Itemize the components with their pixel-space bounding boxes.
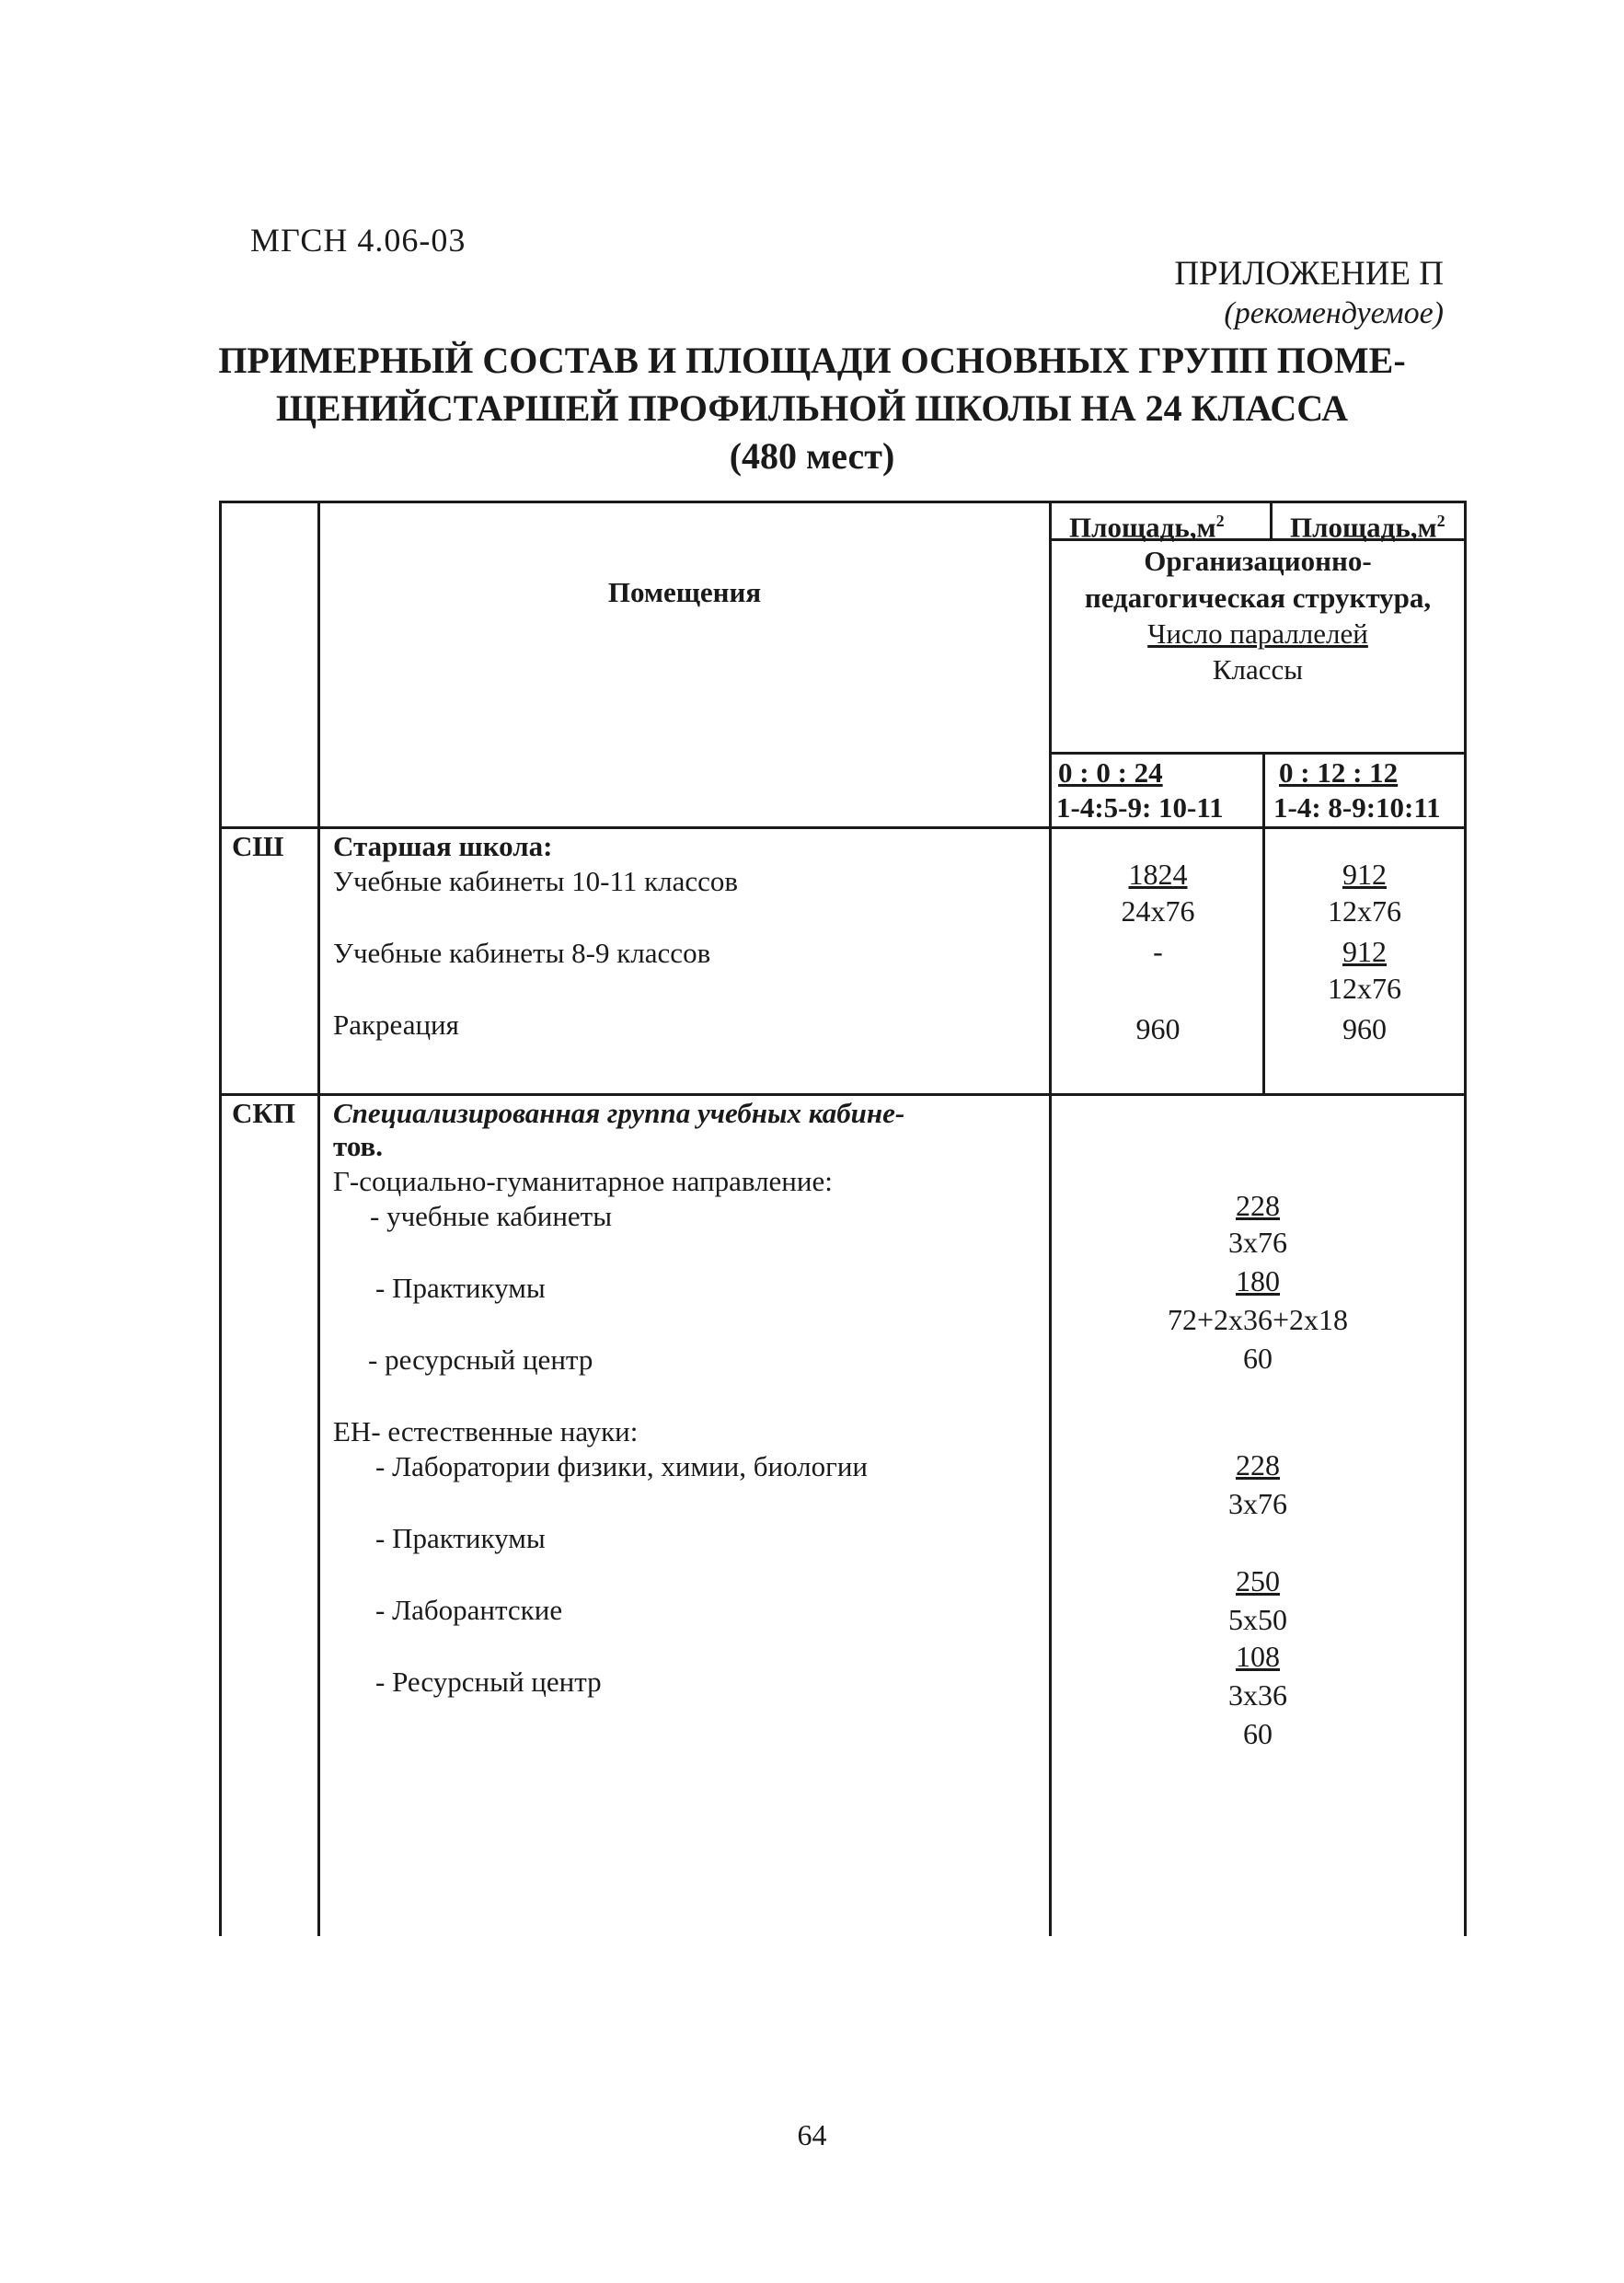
title-line-2: ЩЕНИЙСТАРШЕЙ ПРОФИЛЬНОЙ ШКОЛЫ НА 24 КЛАССА (275, 387, 1349, 429)
formula-science-lab-assistants: 3х36 (1228, 1678, 1287, 1712)
ratio-2-classes: 1-4: 8-9:10:11 (1273, 791, 1441, 824)
value-b-classrooms-8-9: 912 (1342, 935, 1387, 968)
org-structure-line-1: Организационно- (1144, 545, 1372, 577)
document-number: МГСН 4.06-03 (250, 222, 466, 259)
section-code-ssh: СШ (232, 830, 284, 862)
value-science-resource-center: 60 (1243, 1717, 1273, 1750)
row-humanities-resource-center: - ресурсный центр (368, 1343, 593, 1376)
value-science-lab-assistants: 108 (1236, 1640, 1280, 1673)
row-humanities-classrooms: - учебные кабинеты (370, 1200, 613, 1232)
formula-science-practicums: 5х50 (1228, 1603, 1287, 1636)
title-line-1: ПРИМЕРНЫЙ СОСТАВ И ПЛОЩАДИ ОСНОВНЫХ ГРУПП ПОМЕ- (218, 340, 1406, 381)
value-a-classrooms-10-11: 1824 (1128, 858, 1188, 891)
appendix-label: ПРИЛОЖЕНИЕ П (1174, 255, 1444, 293)
row-science-laboratories: - Лаборатории физики, химии, биологии (375, 1450, 869, 1482)
value-humanities-resource-center: 60 (1243, 1342, 1273, 1375)
column-header-area-2: $Площадь,м^2$ (1290, 511, 1445, 544)
section-heading-senior-school: Старшая школа: (333, 830, 553, 862)
value-b-recreation: 960 (1342, 1012, 1387, 1045)
ratio-1-parallels: 0 : 0 : 24 (1058, 756, 1163, 789)
page-title (184, 337, 1440, 480)
row-science-practicums: - Практикумы (375, 1522, 546, 1554)
value-a-classrooms-8-9: - (1153, 935, 1163, 968)
column-header-rooms: Помещения (607, 576, 762, 608)
formula-b-classrooms-10-11: 12х76 (1328, 894, 1401, 928)
row-classrooms-10-11: Учебные кабинеты 10-11 классов (333, 865, 739, 897)
org-structure-line-2: педагогическая структура, (1084, 582, 1432, 614)
value-humanities-practicums: 180 (1236, 1264, 1280, 1297)
formula-science-laboratories: 3х76 (1228, 1487, 1287, 1520)
row-classrooms-8-9: Учебные кабинеты 8-9 классов (333, 937, 711, 969)
ratio-2-parallels: 0 : 12 : 12 (1279, 756, 1399, 789)
row-humanities-practicums: - Практикумы (375, 1272, 546, 1304)
org-structure-line-3: Число параллелей (1147, 617, 1368, 650)
value-humanities-classrooms: 228 (1236, 1189, 1280, 1222)
row-science-lab-assistants: - Лаборантские (375, 1594, 563, 1626)
group-heading-natural-sciences: ЕН- естественные науки: (333, 1415, 639, 1447)
value-b-classrooms-10-11: 912 (1342, 858, 1387, 891)
formula-a-classrooms-10-11: 24х76 (1121, 894, 1195, 928)
formula-humanities-classrooms: 3х76 (1228, 1226, 1287, 1259)
formula-humanities-practicums: 72+2х36+2х18 (1167, 1303, 1349, 1336)
value-science-laboratories: 228 (1236, 1448, 1280, 1482)
row-science-resource-center: - Ресурсный центр (375, 1666, 602, 1698)
section-heading-specialized-line-1: Специализированная группа учебных кабине- (333, 1097, 905, 1129)
org-structure-line-4: Классы (1212, 653, 1304, 686)
recommended-label: (рекомендуемое) (1224, 296, 1444, 330)
title-line-3: (480 мест) (729, 435, 895, 477)
section-code-skp: СКП (232, 1097, 295, 1129)
value-a-recreation: 960 (1135, 1012, 1181, 1045)
formula-b-classrooms-8-9: 12х76 (1328, 972, 1401, 1005)
section-heading-specialized-line-2: тов. (333, 1130, 384, 1162)
page-number: 64 (797, 2118, 827, 2151)
row-recreation: Ракреация (333, 1009, 459, 1041)
column-header-area-1: $Площадь,м^2$ (1069, 511, 1225, 544)
group-heading-humanities: Г-социально-гуманитарное направление: (333, 1165, 833, 1197)
ratio-1-classes: 1-4:5-9: 10-11 (1056, 791, 1224, 824)
value-science-practicums: 250 (1236, 1564, 1280, 1597)
